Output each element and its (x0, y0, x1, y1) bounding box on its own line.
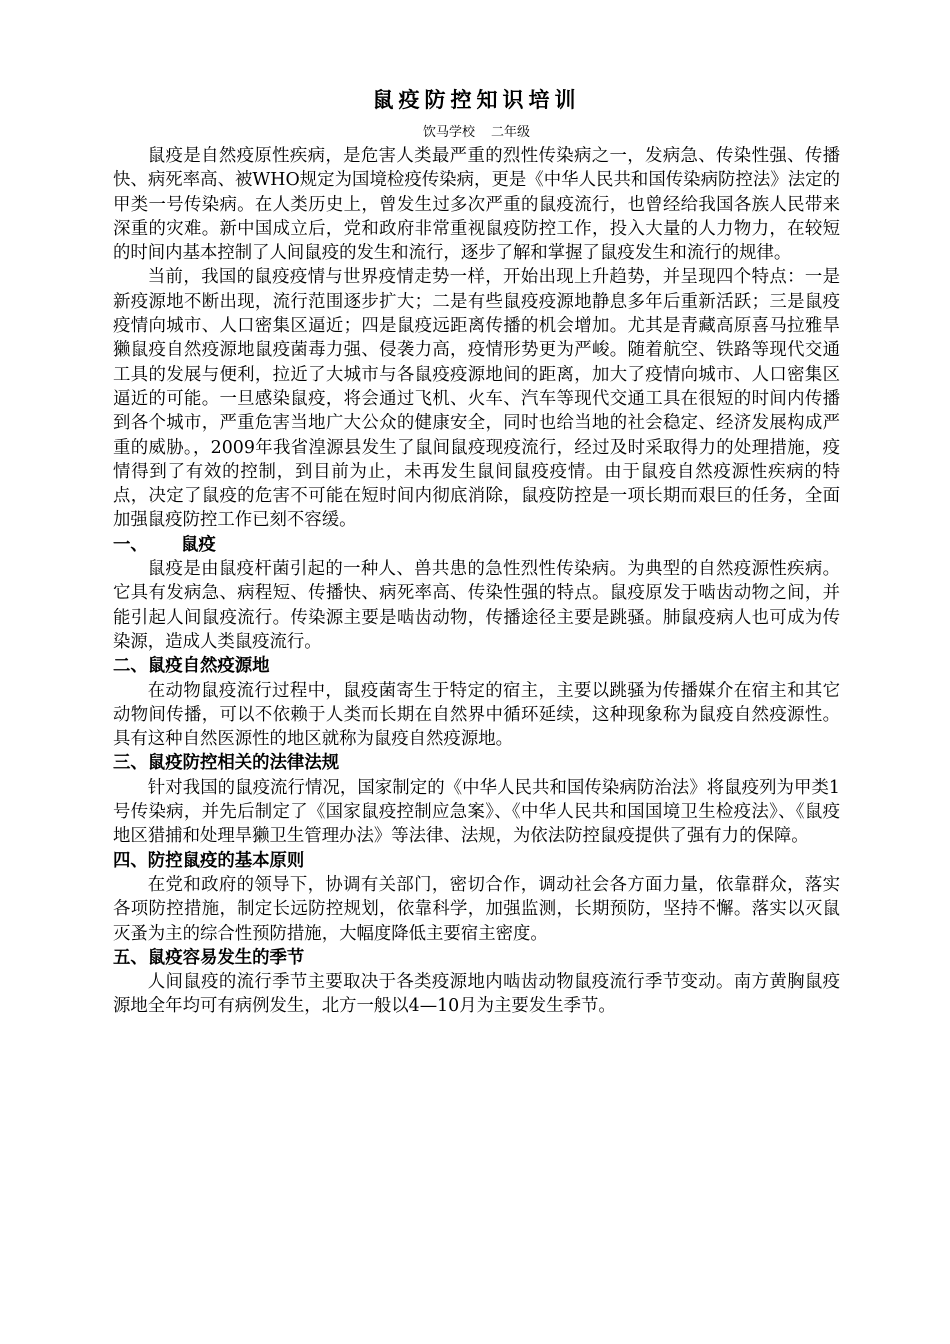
section-heading (113, 654, 840, 678)
section-body: 在动物鼠疫流行过程中，鼠疫菌寄生于特定的宿主，主要以跳骚为传播媒介在宿主和其它动物间传播，可以不依赖于人类而长期在自然界中循环延续，这种现象称为鼠疫自然疫源性。具有这种自然医源性的地区就称为鼠疫自然疫源地。 (113, 680, 840, 750)
section-number: 四、 (113, 850, 148, 871)
section-number: 三、 (113, 753, 148, 774)
section-title: 防控鼠疫的基本原则 (147, 850, 305, 871)
section (113, 654, 840, 751)
section (113, 849, 840, 946)
section-number: 五、 (113, 947, 148, 968)
document-page (113, 82, 840, 1019)
section-title: 鼠疫容易发生的季节 (147, 947, 305, 968)
section-body: 人间鼠疫的流行季节主要取决于各类疫源地内啮齿动物鼠疫流行季节变动。南方黄胸鼠疫源地全年均可有病例发生，北方一般以4—10月为主要发生季节。 (113, 972, 840, 1017)
section-heading (113, 533, 840, 557)
section-body: 在党和政府的领导下，协调有关部门，密切合作，调动社会各方面力量，依靠群众，落实各项防控措施，制定长远防控规划，依靠科学，加强监测，长期预防，坚持不懈。落实以灭鼠灭蚤为主的综合性预防措施，大幅度降低主要宿主密度。 (113, 874, 840, 944)
section (113, 946, 840, 1019)
section (113, 751, 840, 848)
section-body: 鼠疫是由鼠疫杆菌引起的一种人、兽共患的急性烈性传染病。为典型的自然疫源性疾病。它具有发病急、病程短、传播快、病死率高、传染性强的特点。鼠疫原发于啮齿动物之间，并能引起人间鼠疫流行。传染源主要是啮齿动物，传播途径主要是跳骚。肺鼠疫病人也可成为传染源，造成人类鼠疫流行。 (113, 559, 840, 652)
grade-label: 二年级 (491, 125, 531, 140)
section-body: 针对我国的鼠疫流行情况，国家制定的《中华人民共和国传染病防治法》将鼠疫列为甲类1号传染病，并先后制定了《国家鼠疫控制应急案》、《中华人民共和国国境卫生检疫法》、《鼠疫地区猎捕和处理旱獭卫生管理办法》等法律、法规，为依法防控鼠疫提供了强有力的保障。 (113, 777, 840, 847)
document-subtitle (113, 122, 840, 144)
intro-paragraph: 当前，我国的鼠疫疫情与世界疫情走势一样，开始出现上升趋势，并呈现四个特点：一是新疫源地不断出现，流行范围逐步扩大；二是有些鼠疫疫源地静息多年后重新活跃；三是鼠疫疫情向城市、人口密集区逼近；四是鼠疫远距离传播的机会增加。尤其是青藏高原喜马拉雅旱獭鼠疫自然疫源地鼠疫菌毒力强、侵袭力高，疫情形势更为严峻。随着航空、铁路等现代交通工具的发展与便利，拉近了大城市与各鼠疫疫源地间的距离，加大了疫情向城市、人口密集区逼近的可能。一旦感染鼠疫，将会通过飞机、火车、汽车等现代交通工具在很短的时间内传播到各个城市，严重危害当地广大公众的健康安全，同时也给当地的社会稳定、经济发展构成严重的威胁。，2009年我省湟源县发生了鼠间鼠疫现疫流行，经过及时采取得力的处理措施，疫情得到了有效的控制，到目前为止，未再发生鼠间鼠疫疫情。由于鼠疫自然疫源性疾病的特点，决定了鼠疫的危害不可能在短时间内彻底消除，鼠疫防控是一项长期而艰巨的任务，全面加强鼠疫防控工作已刻不容缓。 (113, 267, 840, 531)
section-number: 二、 (113, 656, 148, 677)
section-title: 鼠疫 (181, 534, 216, 555)
school-name: 饮马学校 (422, 125, 475, 140)
section-number: 一、 (113, 534, 148, 555)
section-title: 鼠疫防控相关的法律法规 (147, 753, 340, 774)
section-title: 鼠疫自然疫源地 (147, 656, 270, 677)
intro-paragraph: 鼠疫是自然疫原性疾病，是危害人类最严重的烈性传染病之一，发病急、传染性强、传播快、病死率高、被WHO规定为国境检疫传染病，更是《中华人民共和国传染病防控法》法定的甲类一号传染病。在人类历史上，曾发生过多次严重的鼠疫流行，也曾经给我国各族人民带来深重的灾难。新中国成立后，党和政府非常重视鼠疫防控工作，投入大量的人力物力，在较短的时间内基本控制了人间鼠疫的发生和流行，逐步了解和掌握了鼠疫发生和流行的规律。 (113, 146, 840, 264)
section-heading (113, 946, 840, 970)
section-heading (113, 849, 840, 873)
document-title: 鼠疫防控知识培训 (372, 87, 581, 112)
section-heading (113, 751, 840, 775)
section (113, 533, 840, 654)
